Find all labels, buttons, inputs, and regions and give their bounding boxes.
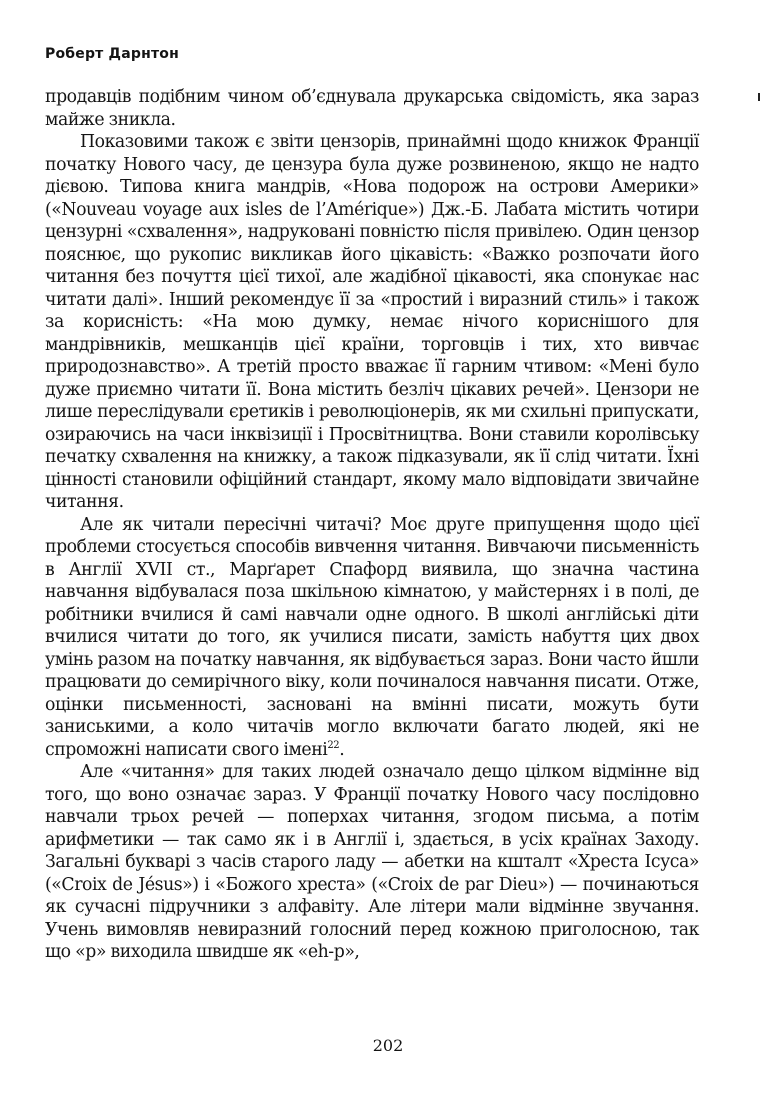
footnote-reference[interactable]: 22 [327, 739, 340, 751]
page-number: 202 [372, 1036, 404, 1055]
paragraph-3-end: . [339, 739, 345, 760]
paragraph-1: продавців подібним чином об’єднувала друкарська свідомість, яка зараз майже зникла. [45, 87, 699, 130]
paragraph-2: Показовими також є звіти цензорів, принаймні щодо книжок Франції початку Нового часу, де цензура була дуже розвиненою, якщо не надто дієвою. Типова книга мандрів, «Нова подорож на острови Америки» («Nouveau voyage aux isles de l’Amérique») Дж.-Б. Лабата містить чотири цензурні «схвалення», надруковані повністю після привілею. Один цензор пояснює, що рукопис викликав його цікавість: «Важко розпочати його читання без почуття цієї тихої, але жадібної цікавості, яка спонукає нас читати далі». Інший рекомендує її за «простий і виразний стиль» і також за корисність: «На мою думку, немає нічого кориснішого для мандрівників, мешканців цієї країни, торговців і тих, хто вивчає природознавство». А третій просто вважає її гарним чтивом: «Мені було дуже приємно читати її. Вона містить безліч цікавих речей». Цензори не лише переслідували єретиків і революціонерів, як ми схильні припускати, озираючись на часи інквізиції і Просвітництва. Вони ставили королівську печатку схвалення на книжку, а також підказували, як її слід читати. Їхні цінності становили офіційний стандарт, якому мало відповідати звичайне читання. [45, 132, 699, 512]
paragraph-3 [45, 514, 699, 762]
body-text [45, 86, 699, 964]
running-head: Роберт Дарнтон [45, 46, 179, 62]
paragraph-3-text: Але як читали пересічні читачі? Моє друге припущення щодо цієї проблеми стосується способів вивчення читання. Вивчаючи письменність в Англії XVII ст., Марґарет Спафорд виявила, що значна частина навчання відбувалася поза шкільною кімнатою, у майстернях і в полі, де робітники вчилися й самі навчали одне одного. В школі англійські діти вчилися читати до того, як училися писати, замість набуття цих двох умінь разом на початку навчання, як відбувається зараз. Вони часто йшли працювати до семирічного віку, коли починалося навчання писати. Отже, оцінки письменності, засновані на вмінні писати, можуть бути заниськими, а коло читачів могло включати багато людей, які не спроможні написати свого імені [45, 514, 699, 760]
margin-mark [758, 93, 760, 101]
paragraph-4: Але «читання» для таких людей означало дещо цілком відмінне від того, що воно означає зараз. У Франції початку Нового часу послідовно навчали трьох речей — поперхах читання, згодом письма, а потім арифметики — так само як і в Англії і, здається, в усіх країнах Заходу. Загальні букварі з часів старого ладу — абетки на кшталт «Хреста Ісуса» («Croix de Jésus») і «Божого хреста» («Croix de par Dieu») — починаються як сучасні підручники з алфавіту. Але літери мали відмінне звучання. Учень вимовляв невиразний голосний перед кожною приголосною, так що «р» виходила швидше як «eh-р», [45, 762, 699, 962]
